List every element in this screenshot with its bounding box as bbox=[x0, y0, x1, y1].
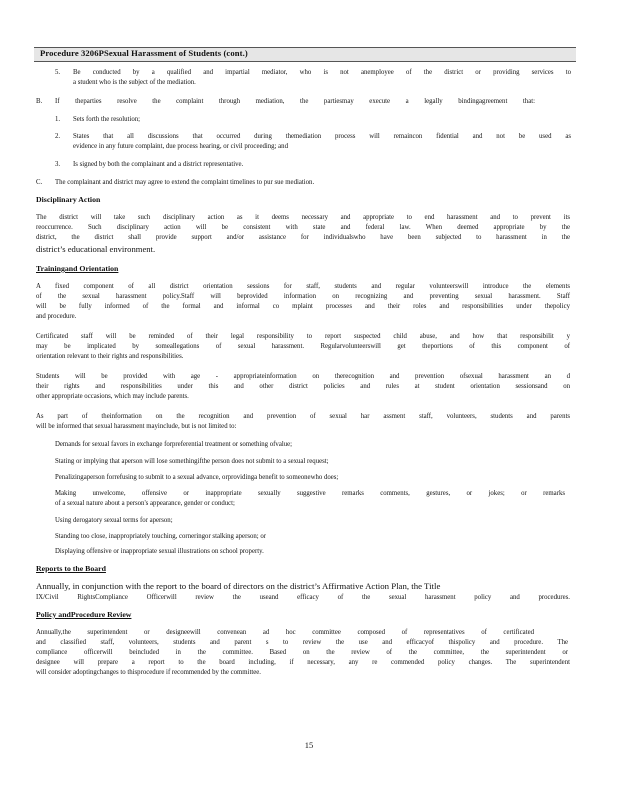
item-5-line-1: Be conducted by a qualified and impartial mediator, who is not anemployee of the district or providing services to bbox=[73, 69, 571, 76]
item-b3-number: 3. bbox=[55, 161, 61, 168]
training-p1-line-4: and procedure. bbox=[36, 313, 77, 320]
procedure-header-bar bbox=[34, 47, 576, 62]
training-orientation-heading: Trainingand Orientation bbox=[36, 264, 119, 273]
page-number: 15 bbox=[304, 740, 314, 750]
disciplinary-line-3: district, the district shall provide support and/or assistance for individualswho have been subjected to harassment in the bbox=[36, 234, 570, 241]
item-b1-number: 1. bbox=[55, 116, 61, 123]
bullet-item-3: Penalizingaperson forrefusing to submit to a sexual advance, orprovidinga benefit to someonewho does; bbox=[55, 474, 339, 481]
item-c-text: The complainant and district may agree to extend the complaint timelines to pur sue mediation. bbox=[55, 179, 315, 186]
bullet-item-4-line-2: of a sexual nature about a person's appearance, gender or conduct; bbox=[55, 500, 235, 507]
item-b2-line-1: States that all discussions that occurred during themediation process will remaincon fidential and not be used as bbox=[73, 133, 571, 140]
item-5-line-2: a student who is the subject of the mediation. bbox=[73, 79, 196, 86]
training-p4-line-2: will be informed that sexual harassment mayinclude, but is not limited to: bbox=[36, 423, 237, 430]
training-p2-line-2: may be implicated by someallegations of sexual harassment. Regularvolunteerswill get theportions of this component of bbox=[36, 343, 570, 350]
training-p1-line-1: A fixed component of all district orientation sessions for staff, students and regular volunteerswill introduce the elements bbox=[36, 283, 570, 290]
bullet-item-1: Demands for sexual favors in exchange forpreferential treatment or something ofvalue; bbox=[55, 441, 293, 448]
training-p4-line-1: As part of theinformation on the recognition and prevention of sexual har assment staff, volunteers, students and parents bbox=[36, 413, 570, 420]
item-b-letter: B. bbox=[36, 98, 43, 105]
disciplinary-action-heading: Disciplinary Action bbox=[36, 195, 101, 204]
disciplinary-line-4: district’s educational environment. bbox=[36, 244, 156, 254]
training-p2-line-3: orientation relevant to their rights and responsibilities. bbox=[36, 353, 184, 360]
policy-review-heading: Policy andProcedure Review bbox=[36, 610, 132, 619]
disciplinary-line-1: The district will take such disciplinary action as it deems necessary and appropriate to end harassment and to prevent its bbox=[36, 214, 570, 221]
training-p2-line-1: Certificated staff will be reminded of their legal responsibility to report suspected child abuse, and how that responsibilit y bbox=[36, 333, 570, 340]
training-p3-line-1: Students will be provided with age - appropriateinformation on therecognition and prevention ofsexual harassment an d bbox=[36, 373, 570, 380]
reports-line-1: Annually, in conjunction with the report to the board of directors on the district’s Affirmative Action Plan, the Title bbox=[36, 581, 441, 591]
bullet-item-5: Using derogatory sexual terms for aperson; bbox=[55, 517, 173, 524]
item-5-number: 5. bbox=[55, 69, 61, 76]
bullet-item-6: Standing too close, inappropriately touching, corneringor stalking aperson; or bbox=[55, 533, 267, 540]
item-c-letter: C. bbox=[36, 179, 43, 186]
reports-heading: Reports to the Board bbox=[36, 564, 106, 573]
item-b1-text: Sets forth the resolution; bbox=[73, 116, 141, 123]
procedure-header-title: Procedure 3206PSexual Harassment of Students (cont.) bbox=[40, 48, 248, 58]
review-line-2: and classified staff, volunteers, students and parent s to review the use and efficacyof thispolicy and procedure. The bbox=[36, 639, 568, 646]
review-line-5: will consider adoptingchanges to thisprocedure if recommended by the committee. bbox=[36, 669, 261, 676]
reports-line-2: IX/Civil RightsCompliance Officerwill review the useand efficacy of the sexual harassment policy and procedures. bbox=[36, 594, 570, 601]
item-b-text: If theparties resolve the complaint through mediation, the partiesmay execute a legally bindingagreement that: bbox=[55, 98, 535, 105]
bullet-item-4-line-1: Making unwelcome, offensive or inappropriate sexually suggestive remarks comments, gestures, or jokes; or remarks bbox=[55, 490, 565, 497]
training-p3-line-2: their rights and responsibilities under this and other district policies and rules at student orientation sessionsand on bbox=[36, 383, 570, 390]
training-p1-line-3: will be fully informed of the formal and informal co mplaint processes and their roles and responsibilities under thepolicy bbox=[36, 303, 570, 310]
review-line-1: Annually,the superintendent or designeewill convenean ad hoc committee composed of representatives of certificated bbox=[36, 629, 534, 636]
review-line-4: designee will prepare a report to the board including, if necessary, any re commended policy changes. The superintendent bbox=[36, 659, 570, 666]
item-b3-text: Is signed by both the complainant and a district representative. bbox=[73, 161, 244, 168]
disciplinary-line-2: reoccurrence. Such disciplinary action will be consistent with state and federal law. When deemed appropriate by the bbox=[36, 224, 570, 231]
review-line-3: compliance officerwill beincluded in the committee. Based on the review of the committee, the superintendent or bbox=[36, 649, 568, 656]
training-p3-line-3: other appropriate occasions, which may include parents. bbox=[36, 393, 189, 400]
training-p1-line-2: of the sexual harassment policy.Staff will beprovided information on recognizing and preventing sexual harassment. Staff bbox=[36, 293, 570, 300]
bullet-item-2: Stating or implying that aperson will lose somethingifthe person does not submit to a sexual request; bbox=[55, 458, 329, 465]
item-b2-number: 2. bbox=[55, 133, 61, 140]
item-b2-line-2: evidence in any future complaint, due process hearing, or civil proceeding; and bbox=[73, 143, 288, 150]
bullet-item-7: Displaying offensive or inappropriate sexual illustrations on school property. bbox=[55, 548, 264, 555]
